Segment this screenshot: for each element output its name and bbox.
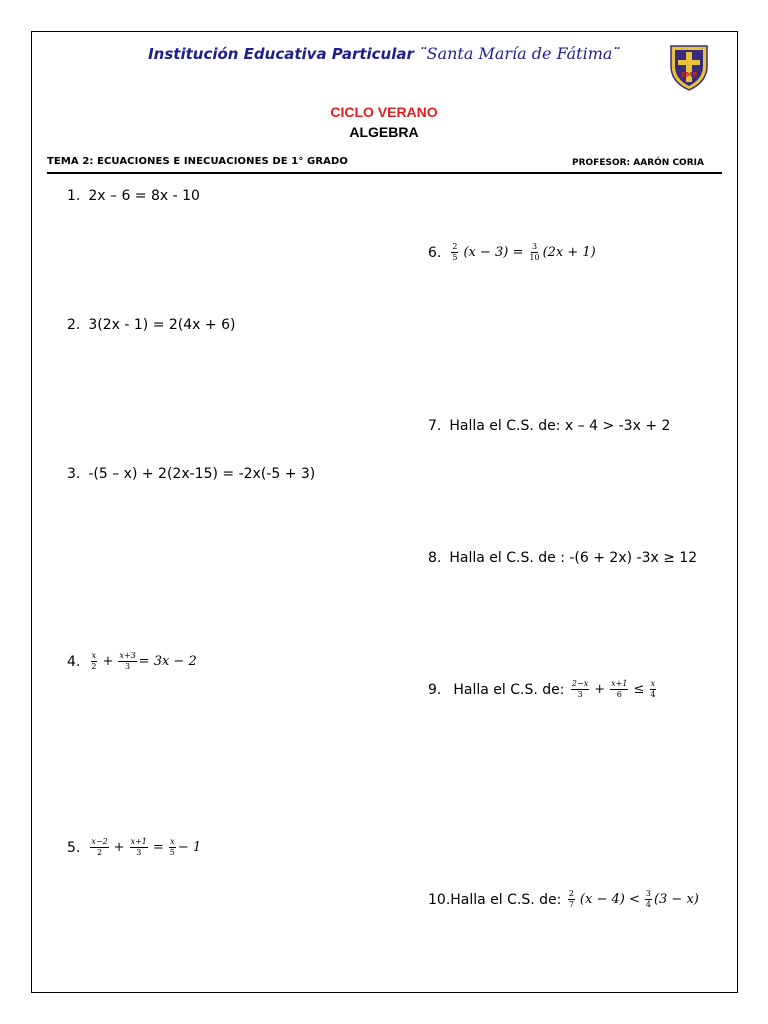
exercise-number: 2. xyxy=(67,317,81,333)
exercise-9 xyxy=(428,679,658,700)
exercise-text: Halla el C.S. de : -(6 + 2x) -3x ≥ 12 xyxy=(449,550,698,566)
subject-title: ALGEBRA xyxy=(349,124,419,140)
exercise-number: 8. xyxy=(428,550,442,566)
equation: $\frac{2}{7}$ (x − 4) < $\frac{3}{4}$ (3 − x) xyxy=(568,889,699,909)
school-name xyxy=(0,44,768,63)
school-suffix: ¨ xyxy=(612,45,620,63)
exercise-5 xyxy=(67,837,201,858)
exercise-6 xyxy=(428,242,596,263)
cycle-title: CICLO VERANO xyxy=(330,104,438,120)
school-prefix: Institución Educativa Particular ¨ xyxy=(148,45,427,63)
exercise-lead: Halla el C.S. de: xyxy=(450,891,566,908)
teacher-name: PROFESOR: AARÓN CORIA xyxy=(572,158,704,168)
exercise-4 xyxy=(67,651,197,672)
svg-text:SMF: SMF xyxy=(680,71,698,79)
exercise-number: 7. xyxy=(428,418,442,434)
exercise-number: 5. xyxy=(67,839,81,856)
exercise-number: 10. xyxy=(428,891,451,908)
exercise-text: 3(2x - 1) = 2(4x + 6) xyxy=(88,317,236,333)
exercise-number: 4. xyxy=(67,653,81,670)
exercise-2 xyxy=(67,317,235,333)
exercise-number: 9. xyxy=(428,681,442,698)
equation: $\frac{x-2}{2}$ + $\frac{x+1}{3}$ = $\frac{x}{5}$ − 1 xyxy=(91,837,202,857)
header-rule xyxy=(47,172,722,174)
equation: $\frac{2-x}{3}$ + $\frac{x+1}{6}$ ≤ $\frac{x}{4}$ xyxy=(571,679,656,699)
exercise-lead: Halla el C.S. de: xyxy=(453,681,569,698)
exercise-number: 1. xyxy=(67,188,81,204)
school-crest-logo xyxy=(668,42,710,92)
exercise-7 xyxy=(428,418,670,434)
equation: $\frac{2}{5}$ (x − 3) = $\frac{3}{10}$ (2x + 1) xyxy=(452,242,596,262)
exercise-10 xyxy=(428,889,699,910)
equation: $\frac{x}{2}$ + $\frac{x+3}{3}$ = 3x − 2 xyxy=(91,651,197,671)
exercise-1 xyxy=(67,188,200,204)
exercise-text: -(5 – x) + 2(2x-15) = -2x(-5 + 3) xyxy=(88,466,316,482)
exercise-text: Halla el C.S. de: x – 4 > -3x + 2 xyxy=(449,418,671,434)
topic-heading: TEMA 2: ECUACIONES E INECUACIONES DE 1° GRADO xyxy=(47,156,348,167)
school-name-script: Santa María de Fátima xyxy=(426,44,613,63)
exercise-3 xyxy=(67,466,315,482)
exercise-text: 2x – 6 = 8x - 10 xyxy=(88,188,200,204)
exercise-number: 6. xyxy=(428,244,442,261)
exercise-number: 3. xyxy=(67,466,81,482)
exercise-8 xyxy=(428,550,697,566)
